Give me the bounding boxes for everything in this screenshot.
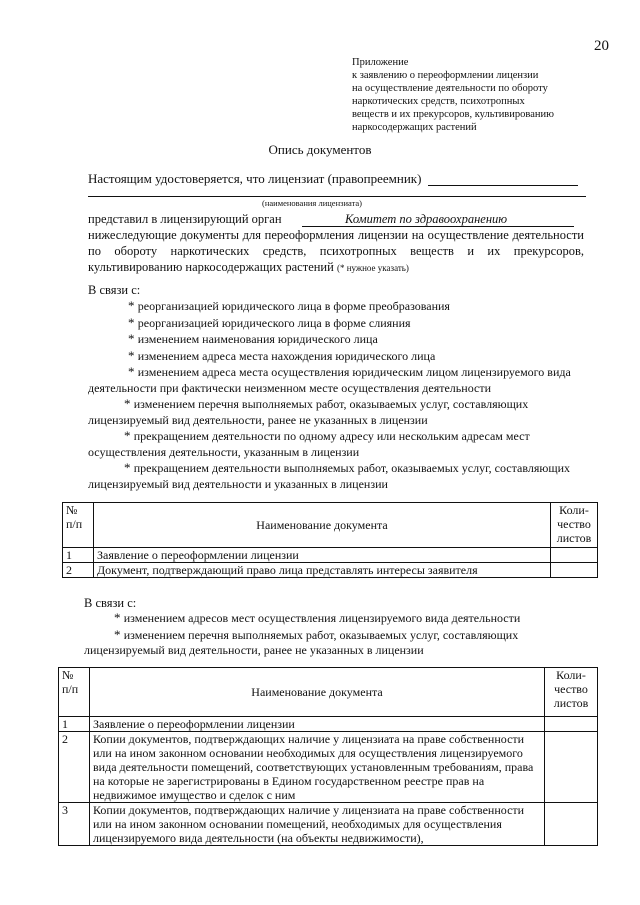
licensee-blank-line bbox=[428, 185, 578, 186]
certify-text: Настоящим удостоверяется, что лицензиат (правопреемник) bbox=[88, 171, 422, 186]
table-row bbox=[63, 548, 598, 563]
document-title: Опись документов bbox=[268, 142, 372, 157]
row-num: 1 bbox=[59, 717, 90, 732]
appendix-line: веществ и их прекурсоров, культивированию bbox=[352, 109, 554, 120]
row-num: 2 bbox=[59, 732, 90, 803]
list-item: * изменением наименования юридического лица bbox=[128, 331, 378, 346]
row-qty bbox=[545, 717, 598, 732]
table-row bbox=[63, 563, 598, 578]
row-name: Копии документов, подтверждающих наличие у лицензиата на праве собственности или на ином законном основании помещений, необходимых для осуществления лицензируемого вида деятельности (на объекты недвижимости), bbox=[90, 803, 545, 846]
table-row bbox=[59, 717, 598, 732]
header-name: Наименование документа bbox=[90, 668, 545, 717]
appendix-line: наркотических средств, психотропных bbox=[352, 96, 525, 107]
appendix-line: наркосодержащих растений bbox=[352, 122, 477, 133]
header-qty: Коли-чество листов bbox=[551, 503, 598, 548]
list-item: * изменением перечня выполняемых работ, оказываемых услуг, составляющих лицензируемый вид деятельности, ранее не указанных в лицензии bbox=[88, 396, 529, 427]
row-name: Заявление о переоформлении лицензии bbox=[94, 548, 551, 563]
list-item: * прекращением деятельности по одному адресу или нескольким адресам мест осуществления деятельности, указанным в лицензии bbox=[88, 428, 530, 459]
table-header-row bbox=[59, 668, 598, 717]
section1-heading: В связи с: bbox=[88, 283, 141, 297]
list-item: * изменением адреса места нахождения юридического лица bbox=[128, 347, 436, 363]
row-num: 2 bbox=[63, 563, 94, 578]
row-qty bbox=[551, 548, 598, 563]
list-item: * изменением адреса места осуществления юридическим лицом лицензируемого вида деятельности при фактически неизменном месте осуществления деятельности bbox=[88, 364, 571, 395]
appendix-line: Приложение bbox=[352, 57, 409, 68]
section2-list bbox=[84, 610, 564, 659]
appendix-line: на осуществление деятельности по обороту bbox=[352, 83, 548, 94]
documents-table-2 bbox=[58, 667, 598, 846]
header-name: Наименование документа bbox=[94, 503, 551, 548]
list-item: * прекращением деятельности выполняемых работ, оказываемых услуг, составляющих лицензируемый вид деятельности и указанных в лицензии bbox=[88, 460, 570, 491]
documents-table-1 bbox=[62, 502, 598, 578]
header-num: № п/п bbox=[63, 503, 94, 548]
row-name: Заявление о переоформлении лицензии bbox=[90, 717, 545, 732]
appendix-line: к заявлению о переоформлении лицензии bbox=[352, 70, 539, 81]
appendix-block bbox=[352, 56, 592, 134]
header-qty: Коли-чество листов bbox=[545, 668, 598, 717]
table-header-row bbox=[63, 503, 598, 548]
submitted-text: представил в лицензирующий орган bbox=[88, 212, 282, 226]
row-name: Копии документов, подтверждающих наличие у лицензиата на праве собственности или на ином законном основании необходимых для осуществления лицензируемого вида деятельности помещений, соответствующих установленным требованиям, права на которые не зарегистрированы в Едином государственном реестре прав на недвижимое имущество и сделок с ним bbox=[90, 732, 545, 803]
authority-name: Комитет по здравоохранению bbox=[345, 212, 508, 226]
list-item: * изменением адресов мест осуществления лицензируемого вида деятельности bbox=[114, 610, 521, 625]
row-name: Документ, подтверждающий право лица представлять интересы заявителя bbox=[94, 563, 551, 578]
section1-list bbox=[88, 298, 588, 492]
licensee-caption: (наименования лицензиата) bbox=[262, 198, 362, 208]
section2-heading: В связи с: bbox=[84, 596, 137, 610]
list-item: * реорганизацией юридического лица в форме слияния bbox=[128, 314, 411, 330]
row-qty bbox=[551, 563, 598, 578]
page-number: 20 bbox=[594, 38, 609, 54]
licensee-name-line bbox=[88, 196, 586, 197]
list-item: * изменением перечня выполняемых работ, оказываемых услуг, составляющих лицензируемый вид деятельности, ранее не указанных в лицензии bbox=[84, 626, 519, 657]
table-row bbox=[59, 803, 598, 846]
intro-paragraph bbox=[88, 227, 584, 276]
row-qty bbox=[545, 803, 598, 846]
table-row bbox=[59, 732, 598, 803]
list-item: * реорганизацией юридического лица в форме преобразования bbox=[128, 298, 450, 313]
row-num: 1 bbox=[63, 548, 94, 563]
row-num: 3 bbox=[59, 803, 90, 846]
header-num: № п/п bbox=[59, 668, 90, 717]
intro-paragraph-text: нижеследующие документы для переоформления лицензии на осуществление деятельности по обороту наркотических средств, психотропных веществ и их прекурсоров, культивированию наркосодержащих растений bbox=[88, 228, 584, 274]
row-qty bbox=[545, 732, 598, 803]
paragraph-note: (* нужное указать) bbox=[336, 263, 409, 273]
